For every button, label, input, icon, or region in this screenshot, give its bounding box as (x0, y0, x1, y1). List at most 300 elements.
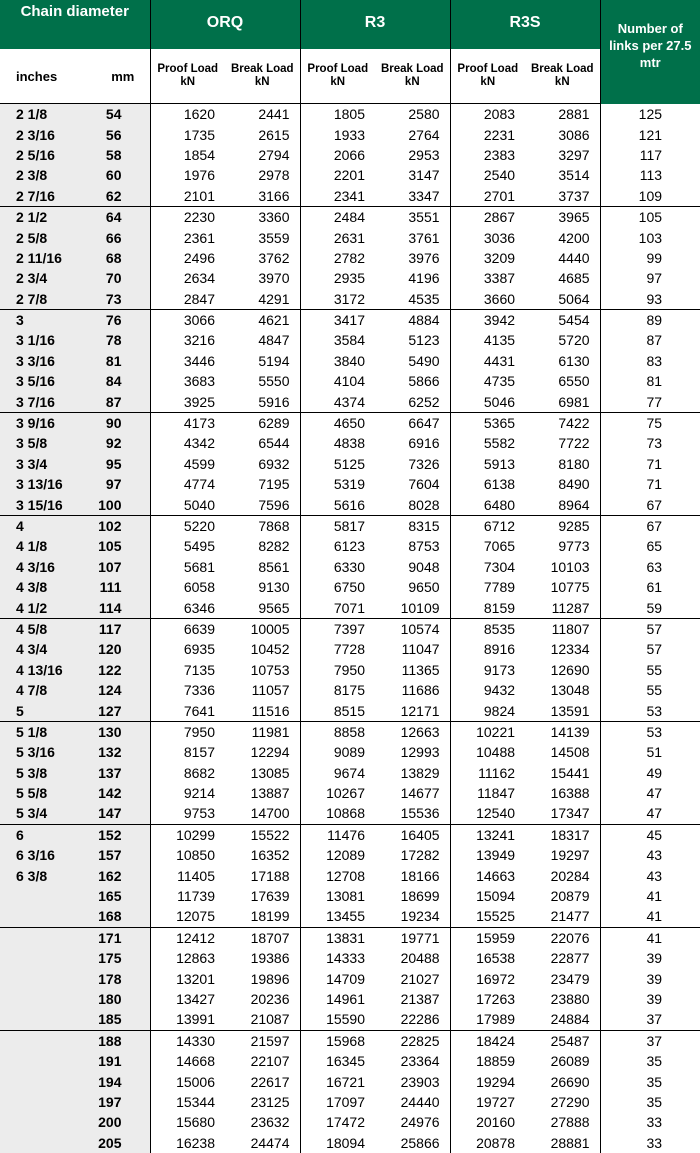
r3s-break-cell: 27290 (550, 1093, 590, 1110)
r3-break-cell: 17282 (400, 847, 440, 864)
r3-break-cell: 21387 (400, 990, 440, 1007)
mm-cell: 68 (96, 248, 150, 268)
orq-break-cell: 11981 (225, 721, 300, 742)
inches-cell: 4 (0, 515, 96, 536)
orq-break-cell: 4847 (258, 332, 290, 349)
links-cell: 71 (600, 474, 700, 494)
table-row (0, 618, 700, 639)
links-cell: 121 (600, 124, 700, 144)
orq-proof-cell: 13201 (150, 968, 225, 988)
r3s-proof-cell: 2867 (450, 206, 525, 227)
r3-break-cell: 3147 (408, 167, 440, 184)
orq-proof-cell: 11405 (150, 865, 225, 885)
table-row (0, 742, 700, 762)
orq-proof-cell: 15680 (150, 1112, 225, 1132)
r3s-proof-cell: 9432 (450, 680, 525, 700)
orq-proof-cell: 9214 (150, 783, 225, 803)
r3s-proof-cell: 8535 (450, 618, 525, 639)
orq-break-cell: 2441 (258, 106, 290, 123)
orq-break-cell: 11057 (251, 682, 290, 699)
r3s-break-cell: 11287 (551, 599, 590, 616)
mm-cell: 191 (96, 1051, 150, 1071)
r3-proof-cell: 3840 (300, 351, 375, 371)
r3s-break-cell: 3737 (558, 187, 590, 204)
r3s-break-cell: 20284 (550, 867, 590, 884)
orq-break-cell: 2615 (258, 126, 290, 143)
links-cell: 83 (600, 351, 700, 371)
r3s-break-cell: 6550 (558, 373, 590, 390)
table-row (0, 536, 700, 556)
table-row (0, 597, 700, 618)
orq-proof-cell: 12075 (150, 906, 225, 927)
r3-break-cell: 4196 (408, 270, 440, 287)
orq-break-cell: 3559 (258, 229, 290, 246)
r3s-break-cell: 21477 (550, 908, 590, 925)
r3-break-cell: 15536 (400, 805, 440, 822)
r3-break-cell: 8753 (408, 538, 440, 555)
links-cell: 71 (600, 454, 700, 474)
r3s-break-cell: 17347 (550, 805, 590, 822)
r3s-break-cell: 5454 (525, 309, 600, 330)
mm-cell: 122 (96, 660, 150, 680)
orq-break-cell: 3360 (225, 206, 300, 227)
r3s-break-cell: 23479 (550, 970, 590, 987)
orq-proof-cell: 7950 (150, 721, 225, 742)
links-cell: 53 (600, 700, 700, 721)
r3-break-cell: 5866 (408, 373, 440, 390)
r3s-proof-cell: 7304 (450, 557, 525, 577)
table-row (0, 206, 700, 227)
inches-cell (0, 968, 96, 988)
orq-proof-cell: 9753 (150, 803, 225, 824)
orq-proof-cell: 8157 (150, 742, 225, 762)
r3s-proof-cell: 5913 (450, 454, 525, 474)
orq-break-cell: 10005 (225, 618, 300, 639)
r3s-break-cell: 7722 (558, 435, 590, 452)
orq-proof-cell: 12412 (150, 927, 225, 948)
r3s-break-cell: 15441 (550, 764, 590, 781)
r3-break-cell: 22286 (400, 1011, 440, 1028)
table-row (0, 639, 700, 659)
orq-proof-cell: 1976 (150, 165, 225, 185)
links-cell: 39 (600, 948, 700, 968)
r3s-proof-cell: 2701 (450, 186, 525, 207)
inches-cell: 3 5/16 (0, 371, 96, 391)
grade-header-orq: ORQ (150, 0, 300, 49)
table-body (0, 104, 700, 1153)
r3-proof-cell: 10267 (300, 783, 375, 803)
grade-header-r3: R3 (300, 0, 450, 49)
links-cell: 93 (600, 289, 700, 310)
r3s-break-cell: 26089 (550, 1053, 590, 1070)
inches-cell: 5 1/8 (0, 721, 96, 742)
table-row (0, 680, 700, 700)
r3s-proof-cell: 11847 (450, 783, 525, 803)
table-row (0, 1030, 700, 1051)
inches-cell (0, 1051, 96, 1071)
orq-break-cell: 7868 (225, 515, 300, 536)
r3s-proof-cell: 10488 (450, 742, 525, 762)
r3s-break-cell: 14508 (550, 744, 590, 761)
inches-cell (0, 989, 96, 1009)
inches-cell (0, 906, 96, 927)
r3s-break-cell: 7422 (525, 412, 600, 433)
inches-cell: 2 1/2 (0, 206, 96, 227)
table-header (0, 0, 700, 104)
orq-break-cell: 21087 (250, 1011, 290, 1028)
mm-cell: 157 (96, 845, 150, 865)
r3s-break-cell: 11807 (525, 618, 600, 639)
r3s-break-cell: 16388 (550, 785, 590, 802)
mm-cell: 73 (96, 289, 150, 310)
r3s-break-cell: 9285 (525, 515, 600, 536)
r3s-proof-cell: 8916 (450, 639, 525, 659)
orq-proof-cell: 4599 (150, 454, 225, 474)
inches-cell: 4 5/8 (0, 618, 96, 639)
r3s-proof-cell: 12540 (450, 803, 525, 824)
table-row (0, 824, 700, 845)
links-cell: 39 (600, 989, 700, 1009)
r3s-break-cell: 9773 (558, 538, 590, 555)
r3s-proof-cell: 3209 (450, 248, 525, 268)
r3s-proof-cell: 9824 (450, 700, 525, 721)
links-cell: 77 (600, 391, 700, 412)
mm-cell: 194 (96, 1071, 150, 1091)
table-row (0, 948, 700, 968)
r3-proof-cell: 15968 (300, 1030, 375, 1051)
r3s-break-load-header: Break Load kN (525, 49, 600, 104)
orq-break-cell: 23632 (250, 1114, 290, 1131)
r3s-proof-cell: 5365 (450, 412, 525, 433)
links-cell: 47 (600, 783, 700, 803)
links-cell: 49 (600, 763, 700, 783)
mm-cell: 200 (96, 1112, 150, 1132)
r3s-break-cell: 2881 (558, 106, 590, 123)
orq-proof-cell: 2496 (150, 248, 225, 268)
mm-cell: 168 (96, 906, 150, 927)
orq-break-cell: 12294 (250, 744, 290, 761)
r3s-break-cell: 6130 (558, 352, 590, 369)
mm-cell: 111 (96, 577, 150, 597)
r3-proof-cell: 3172 (300, 289, 375, 310)
table-row (0, 248, 700, 268)
links-cell: 61 (600, 577, 700, 597)
mm-cell: 60 (96, 165, 150, 185)
grade-header-r3s: R3S (450, 0, 600, 49)
orq-proof-cell: 15006 (150, 1071, 225, 1091)
inches-cell: 4 3/16 (0, 557, 96, 577)
links-cell: 47 (600, 803, 700, 824)
orq-break-cell: 2794 (258, 146, 290, 163)
orq-break-cell: 4291 (258, 290, 290, 307)
orq-break-cell: 9130 (258, 579, 290, 596)
inches-header: inches (0, 49, 96, 104)
orq-proof-cell: 6639 (150, 618, 225, 639)
table-row (0, 289, 700, 310)
r3-proof-cell: 1805 (300, 104, 375, 125)
r3-break-cell: 9048 (408, 558, 440, 575)
table-row (0, 268, 700, 288)
r3-break-cell: 16405 (375, 824, 450, 845)
mm-cell: 107 (96, 557, 150, 577)
links-cell: 57 (600, 618, 700, 639)
orq-proof-cell: 11739 (150, 886, 225, 906)
r3-break-cell: 7326 (408, 455, 440, 472)
r3-proof-cell: 16345 (300, 1051, 375, 1071)
r3-proof-cell: 12089 (300, 845, 375, 865)
r3s-proof-cell: 5046 (450, 391, 525, 412)
r3s-break-cell: 12690 (550, 661, 590, 678)
links-cell: 35 (600, 1092, 700, 1112)
orq-proof-cell: 4173 (150, 412, 225, 433)
r3-proof-cell: 5817 (300, 515, 375, 536)
r3-proof-cell: 8175 (300, 680, 375, 700)
inches-cell: 2 3/8 (0, 165, 96, 185)
table-row (0, 660, 700, 680)
orq-break-cell: 22617 (250, 1073, 290, 1090)
table-row (0, 700, 700, 721)
orq-break-cell: 4621 (225, 309, 300, 330)
r3s-break-cell: 20879 (550, 888, 590, 905)
r3-break-cell: 18699 (400, 888, 440, 905)
mm-cell: 127 (96, 700, 150, 721)
links-cell: 89 (600, 309, 700, 330)
inches-cell: 4 13/16 (0, 660, 96, 680)
r3s-proof-cell: 15959 (450, 927, 525, 948)
inches-cell: 2 5/16 (0, 145, 96, 165)
mm-cell: 102 (96, 515, 150, 536)
inches-cell (0, 1133, 96, 1153)
orq-proof-cell: 3446 (150, 351, 225, 371)
r3s-break-cell: 10775 (550, 579, 590, 596)
table-row (0, 989, 700, 1009)
mm-cell: 147 (96, 803, 150, 824)
mm-header: mm (96, 49, 150, 104)
orq-break-cell: 10452 (250, 641, 290, 658)
r3-break-cell: 4884 (375, 309, 450, 330)
r3s-break-cell: 13591 (550, 702, 590, 719)
r3-proof-cell: 5319 (300, 474, 375, 494)
inches-cell (0, 886, 96, 906)
r3-break-cell: 2580 (408, 106, 440, 123)
r3s-break-cell: 19297 (550, 847, 590, 864)
links-cell: 103 (600, 227, 700, 247)
r3-proof-load-header: Proof Load kN (300, 49, 375, 104)
mm-cell: 114 (96, 597, 150, 618)
mm-cell: 100 (96, 494, 150, 515)
r3-proof-cell: 16721 (300, 1071, 375, 1091)
r3s-proof-cell: 20878 (450, 1133, 525, 1153)
table-row (0, 783, 700, 803)
table-row (0, 577, 700, 597)
orq-proof-cell: 4342 (150, 433, 225, 453)
r3-break-cell: 20488 (400, 950, 440, 967)
r3-break-cell: 6252 (408, 393, 440, 410)
inches-cell: 5 3/16 (0, 742, 96, 762)
r3-proof-cell: 12708 (300, 865, 375, 885)
orq-proof-cell: 5681 (150, 557, 225, 577)
mm-cell: 87 (96, 391, 150, 412)
orq-proof-cell: 13427 (150, 989, 225, 1009)
r3-proof-cell: 5125 (300, 454, 375, 474)
r3s-break-cell: 8964 (558, 496, 590, 513)
r3-proof-cell: 7071 (300, 597, 375, 618)
r3-break-cell: 12993 (400, 744, 440, 761)
mm-cell: 95 (96, 454, 150, 474)
links-cell: 113 (600, 165, 700, 185)
r3-break-cell: 8028 (408, 496, 440, 513)
orq-break-cell: 11516 (251, 702, 290, 719)
r3-proof-cell: 5616 (300, 494, 375, 515)
r3s-break-cell: 4440 (558, 249, 590, 266)
mm-cell: 197 (96, 1092, 150, 1112)
links-header: Number of links per 27.5 mtr (600, 0, 700, 104)
orq-proof-cell: 3066 (150, 309, 225, 330)
inches-cell: 2 1/8 (0, 104, 96, 125)
inches-cell: 5 3/4 (0, 803, 96, 824)
orq-proof-cell: 7336 (150, 680, 225, 700)
mm-cell: 178 (96, 968, 150, 988)
links-cell: 37 (600, 1009, 700, 1030)
orq-break-cell: 5550 (258, 373, 290, 390)
table-row (0, 865, 700, 885)
links-cell: 57 (600, 639, 700, 659)
links-cell: 55 (600, 660, 700, 680)
chain-diameter-header: Chain diameter (0, 0, 150, 49)
inches-cell (0, 1112, 96, 1132)
mm-cell: 180 (96, 989, 150, 1009)
table-row (0, 1133, 700, 1153)
table-row (0, 968, 700, 988)
inches-cell: 3 1/16 (0, 330, 96, 350)
r3-proof-cell: 17097 (300, 1092, 375, 1112)
inches-cell: 3 9/16 (0, 412, 96, 433)
mm-cell: 142 (96, 783, 150, 803)
links-cell: 55 (600, 680, 700, 700)
orq-proof-cell: 1854 (150, 145, 225, 165)
table-row (0, 845, 700, 865)
inches-cell: 3 (0, 309, 96, 330)
table-row (0, 803, 700, 824)
links-cell: 67 (600, 494, 700, 515)
r3s-break-cell: 23880 (550, 990, 590, 1007)
r3-break-cell: 7604 (408, 476, 440, 493)
orq-break-cell: 6544 (258, 435, 290, 452)
r3s-break-cell: 4685 (558, 270, 590, 287)
mm-cell: 66 (96, 227, 150, 247)
table-row (0, 886, 700, 906)
r3-break-cell: 13829 (400, 764, 440, 781)
r3s-proof-cell: 7065 (450, 536, 525, 556)
r3-break-cell: 19234 (400, 908, 440, 925)
r3-break-cell: 14677 (400, 785, 440, 802)
links-cell: 105 (600, 206, 700, 227)
orq-break-cell: 13085 (250, 764, 290, 781)
r3-proof-cell: 13081 (300, 886, 375, 906)
table-row (0, 1112, 700, 1132)
r3-break-cell: 2764 (408, 126, 440, 143)
r3-proof-cell: 3584 (300, 330, 375, 350)
inches-cell: 3 3/4 (0, 454, 96, 474)
orq-break-cell: 8282 (258, 538, 290, 555)
r3-proof-cell: 11476 (300, 824, 375, 845)
inches-cell (0, 1030, 96, 1051)
r3-proof-cell: 18094 (300, 1133, 375, 1153)
r3s-proof-cell: 18859 (450, 1051, 525, 1071)
r3-break-cell: 6647 (375, 412, 450, 433)
mm-cell: 78 (96, 330, 150, 350)
orq-proof-cell: 8682 (150, 763, 225, 783)
links-cell: 81 (600, 371, 700, 391)
r3s-break-cell: 14139 (525, 721, 600, 742)
links-cell: 41 (600, 927, 700, 948)
orq-proof-cell: 2361 (150, 227, 225, 247)
mm-cell: 62 (96, 186, 150, 207)
r3s-proof-cell: 2383 (450, 145, 525, 165)
table-row (0, 1092, 700, 1112)
r3s-break-cell: 10103 (550, 558, 590, 575)
r3s-proof-cell: 17263 (450, 989, 525, 1009)
links-cell: 37 (600, 1030, 700, 1051)
orq-proof-cell: 1735 (150, 124, 225, 144)
r3-proof-cell: 10868 (300, 803, 375, 824)
inches-cell: 4 1/2 (0, 597, 96, 618)
r3s-proof-cell: 14663 (450, 865, 525, 885)
mm-cell: 64 (96, 206, 150, 227)
inches-cell: 2 5/8 (0, 227, 96, 247)
inches-cell: 4 7/8 (0, 680, 96, 700)
r3-proof-cell: 6330 (300, 557, 375, 577)
table-row (0, 391, 700, 412)
r3s-proof-cell: 19727 (450, 1092, 525, 1112)
r3s-proof-cell: 16538 (450, 948, 525, 968)
orq-break-cell: 14700 (250, 805, 290, 822)
table-row (0, 927, 700, 948)
r3s-proof-cell: 6138 (450, 474, 525, 494)
r3s-break-cell: 22877 (550, 950, 590, 967)
r3s-proof-cell: 3387 (450, 268, 525, 288)
inches-cell: 3 5/8 (0, 433, 96, 453)
links-cell: 87 (600, 330, 700, 350)
r3-proof-cell: 2935 (300, 268, 375, 288)
r3s-break-cell: 13048 (550, 682, 590, 699)
r3-break-cell: 2953 (408, 146, 440, 163)
inches-cell: 6 3/16 (0, 845, 96, 865)
r3s-proof-cell: 20160 (450, 1112, 525, 1132)
orq-break-cell: 18707 (225, 927, 300, 948)
links-cell: 125 (600, 104, 700, 125)
r3-break-cell: 12663 (375, 721, 450, 742)
r3-break-cell: 3551 (375, 206, 450, 227)
orq-break-cell: 10753 (250, 661, 290, 678)
orq-break-cell: 3762 (258, 249, 290, 266)
table-row (0, 309, 700, 330)
r3-proof-cell: 2201 (300, 165, 375, 185)
r3s-break-cell: 8180 (558, 455, 590, 472)
orq-break-cell: 7195 (258, 476, 290, 493)
mm-cell: 162 (96, 865, 150, 885)
r3-break-cell: 12171 (400, 702, 440, 719)
orq-break-cell: 13887 (250, 785, 290, 802)
links-cell: 35 (600, 1071, 700, 1091)
orq-proof-load-header: Proof Load kN (150, 49, 225, 104)
inches-cell (0, 948, 96, 968)
r3s-break-cell: 25487 (525, 1030, 600, 1051)
r3s-proof-cell: 8159 (450, 597, 525, 618)
r3s-break-cell: 3086 (558, 126, 590, 143)
links-cell: 41 (600, 906, 700, 927)
r3s-break-cell: 4200 (558, 229, 590, 246)
